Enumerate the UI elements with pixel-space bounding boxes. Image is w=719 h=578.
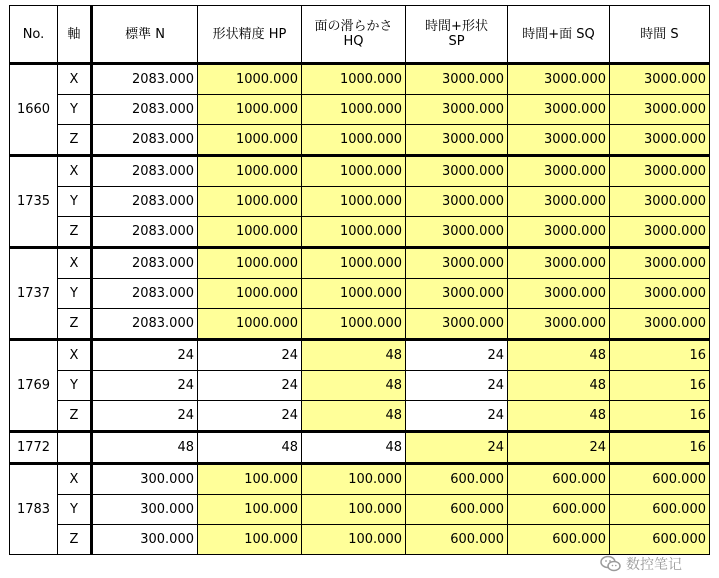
row-no: 1737 bbox=[10, 248, 58, 340]
value-s: 3000.000 bbox=[610, 217, 710, 248]
value-s: 3000.000 bbox=[610, 156, 710, 187]
value-hp: 1000.000 bbox=[198, 279, 302, 309]
row-no: 1735 bbox=[10, 156, 58, 248]
value-hq: 100.000 bbox=[302, 464, 406, 495]
row-no: 1660 bbox=[10, 64, 58, 156]
axis-cell: Z bbox=[58, 525, 92, 555]
watermark-text: 数控笔记 bbox=[626, 557, 682, 573]
value-sq: 3000.000 bbox=[508, 217, 610, 248]
row-no: 1772 bbox=[10, 432, 58, 464]
value-hq: 1000.000 bbox=[302, 217, 406, 248]
table-row bbox=[10, 464, 710, 495]
value-hp: 1000.000 bbox=[198, 125, 302, 156]
value-s: 16 bbox=[610, 371, 710, 401]
value-sp: 24 bbox=[406, 401, 508, 432]
value-sp: 600.000 bbox=[406, 525, 508, 555]
header-sq: 時間+面 SQ bbox=[508, 6, 610, 64]
value-hp: 100.000 bbox=[198, 495, 302, 525]
value-hq: 1000.000 bbox=[302, 156, 406, 187]
header-hp: 形状精度 HP bbox=[198, 6, 302, 64]
axis-cell: X bbox=[58, 156, 92, 187]
value-sq: 600.000 bbox=[508, 525, 610, 555]
value-sq: 48 bbox=[508, 401, 610, 432]
value-s: 600.000 bbox=[610, 464, 710, 495]
table-container bbox=[9, 5, 710, 555]
axis-cell: Y bbox=[58, 371, 92, 401]
value-sq: 3000.000 bbox=[508, 279, 610, 309]
value-s: 3000.000 bbox=[610, 187, 710, 217]
value-n: 2083.000 bbox=[92, 125, 198, 156]
value-sq: 3000.000 bbox=[508, 64, 610, 95]
value-sp: 3000.000 bbox=[406, 248, 508, 279]
group-1737 bbox=[10, 248, 710, 340]
value-n: 2083.000 bbox=[92, 95, 198, 125]
value-sq: 48 bbox=[508, 340, 610, 371]
table-row bbox=[10, 95, 710, 125]
value-hq: 48 bbox=[302, 371, 406, 401]
value-n: 2083.000 bbox=[92, 248, 198, 279]
table-row bbox=[10, 401, 710, 432]
row-no: 1769 bbox=[10, 340, 58, 432]
value-hp: 1000.000 bbox=[198, 95, 302, 125]
value-n: 2083.000 bbox=[92, 279, 198, 309]
value-sp: 24 bbox=[406, 432, 508, 464]
value-s: 3000.000 bbox=[610, 95, 710, 125]
value-n: 300.000 bbox=[92, 525, 198, 555]
table-row bbox=[10, 279, 710, 309]
value-s: 16 bbox=[610, 340, 710, 371]
value-sq: 48 bbox=[508, 371, 610, 401]
header-hq-line2: HQ bbox=[343, 34, 364, 49]
watermark bbox=[600, 553, 710, 575]
value-hq: 1000.000 bbox=[302, 125, 406, 156]
axis-cell: Y bbox=[58, 495, 92, 525]
parameter-table bbox=[9, 5, 710, 555]
header-row bbox=[10, 6, 710, 64]
table-row bbox=[10, 525, 710, 555]
axis-cell: Z bbox=[58, 125, 92, 156]
value-hq: 1000.000 bbox=[302, 95, 406, 125]
value-hq: 100.000 bbox=[302, 495, 406, 525]
value-hp: 100.000 bbox=[198, 525, 302, 555]
table-row bbox=[10, 248, 710, 279]
axis-cell: Y bbox=[58, 279, 92, 309]
axis-cell: Y bbox=[58, 187, 92, 217]
table-row bbox=[10, 309, 710, 340]
value-hp: 24 bbox=[198, 401, 302, 432]
value-sp: 3000.000 bbox=[406, 64, 508, 95]
value-hq: 1000.000 bbox=[302, 309, 406, 340]
header-hq-line1: 面の滑らかさ bbox=[314, 19, 393, 34]
axis-cell: X bbox=[58, 248, 92, 279]
table-row bbox=[10, 432, 710, 464]
value-n: 2083.000 bbox=[92, 309, 198, 340]
value-s: 3000.000 bbox=[610, 279, 710, 309]
value-sq: 3000.000 bbox=[508, 248, 610, 279]
value-s: 3000.000 bbox=[610, 309, 710, 340]
value-sp: 3000.000 bbox=[406, 279, 508, 309]
value-sp: 3000.000 bbox=[406, 95, 508, 125]
axis-cell bbox=[58, 432, 92, 464]
header-sp bbox=[406, 6, 508, 64]
value-sq: 3000.000 bbox=[508, 156, 610, 187]
table-row bbox=[10, 371, 710, 401]
value-sp: 3000.000 bbox=[406, 125, 508, 156]
value-hq: 100.000 bbox=[302, 525, 406, 555]
group-1783 bbox=[10, 464, 710, 555]
value-s: 16 bbox=[610, 432, 710, 464]
value-hp: 1000.000 bbox=[198, 248, 302, 279]
axis-cell: Z bbox=[58, 309, 92, 340]
header-no: No. bbox=[10, 6, 58, 64]
group-1735 bbox=[10, 156, 710, 248]
header-sp-line2: SP bbox=[448, 34, 465, 49]
group-1660 bbox=[10, 64, 710, 156]
value-hq: 48 bbox=[302, 340, 406, 371]
value-s: 3000.000 bbox=[610, 64, 710, 95]
header-standard: 標準 N bbox=[92, 6, 198, 64]
value-hp: 100.000 bbox=[198, 464, 302, 495]
table-row bbox=[10, 64, 710, 95]
value-hq: 48 bbox=[302, 432, 406, 464]
value-sp: 24 bbox=[406, 340, 508, 371]
value-sp: 3000.000 bbox=[406, 187, 508, 217]
value-hp: 1000.000 bbox=[198, 217, 302, 248]
value-hp: 1000.000 bbox=[198, 64, 302, 95]
value-hp: 1000.000 bbox=[198, 187, 302, 217]
value-hp: 1000.000 bbox=[198, 156, 302, 187]
value-n: 2083.000 bbox=[92, 64, 198, 95]
header-s: 時間 S bbox=[610, 6, 710, 64]
value-n: 2083.000 bbox=[92, 187, 198, 217]
value-s: 600.000 bbox=[610, 495, 710, 525]
value-n: 24 bbox=[92, 371, 198, 401]
value-n: 48 bbox=[92, 432, 198, 464]
value-s: 600.000 bbox=[610, 525, 710, 555]
value-sp: 3000.000 bbox=[406, 217, 508, 248]
table-row bbox=[10, 187, 710, 217]
value-sq: 600.000 bbox=[508, 464, 610, 495]
value-sp: 3000.000 bbox=[406, 309, 508, 340]
value-hp: 24 bbox=[198, 340, 302, 371]
value-sq: 3000.000 bbox=[508, 125, 610, 156]
group-1772 bbox=[10, 432, 710, 464]
value-s: 3000.000 bbox=[610, 125, 710, 156]
header-axis: 軸 bbox=[58, 6, 92, 64]
axis-cell: Z bbox=[58, 217, 92, 248]
header-sp-line1: 時間+形状 bbox=[425, 19, 488, 34]
axis-cell: X bbox=[58, 464, 92, 495]
value-hp: 1000.000 bbox=[198, 309, 302, 340]
value-hq: 1000.000 bbox=[302, 248, 406, 279]
value-n: 300.000 bbox=[92, 495, 198, 525]
value-n: 2083.000 bbox=[92, 217, 198, 248]
value-sq: 24 bbox=[508, 432, 610, 464]
value-hp: 24 bbox=[198, 371, 302, 401]
value-hq: 1000.000 bbox=[302, 187, 406, 217]
value-hq: 1000.000 bbox=[302, 279, 406, 309]
axis-cell: Z bbox=[58, 401, 92, 432]
table-row bbox=[10, 125, 710, 156]
table-row bbox=[10, 495, 710, 525]
table-row bbox=[10, 156, 710, 187]
group-1769 bbox=[10, 340, 710, 432]
wechat-icon bbox=[600, 555, 622, 573]
value-hq: 1000.000 bbox=[302, 64, 406, 95]
value-sp: 3000.000 bbox=[406, 156, 508, 187]
value-n: 300.000 bbox=[92, 464, 198, 495]
value-hp: 48 bbox=[198, 432, 302, 464]
header-hq bbox=[302, 6, 406, 64]
value-sp: 600.000 bbox=[406, 495, 508, 525]
value-sq: 3000.000 bbox=[508, 187, 610, 217]
value-n: 2083.000 bbox=[92, 156, 198, 187]
value-sp: 24 bbox=[406, 371, 508, 401]
axis-cell: X bbox=[58, 64, 92, 95]
value-n: 24 bbox=[92, 340, 198, 371]
value-sq: 3000.000 bbox=[508, 309, 610, 340]
axis-cell: Y bbox=[58, 95, 92, 125]
axis-cell: X bbox=[58, 340, 92, 371]
value-sq: 3000.000 bbox=[508, 95, 610, 125]
value-s: 3000.000 bbox=[610, 248, 710, 279]
table-row bbox=[10, 217, 710, 248]
table-row bbox=[10, 340, 710, 371]
value-s: 16 bbox=[610, 401, 710, 432]
value-n: 24 bbox=[92, 401, 198, 432]
value-sq: 600.000 bbox=[508, 495, 610, 525]
value-hq: 48 bbox=[302, 401, 406, 432]
row-no: 1783 bbox=[10, 464, 58, 555]
value-sp: 600.000 bbox=[406, 464, 508, 495]
